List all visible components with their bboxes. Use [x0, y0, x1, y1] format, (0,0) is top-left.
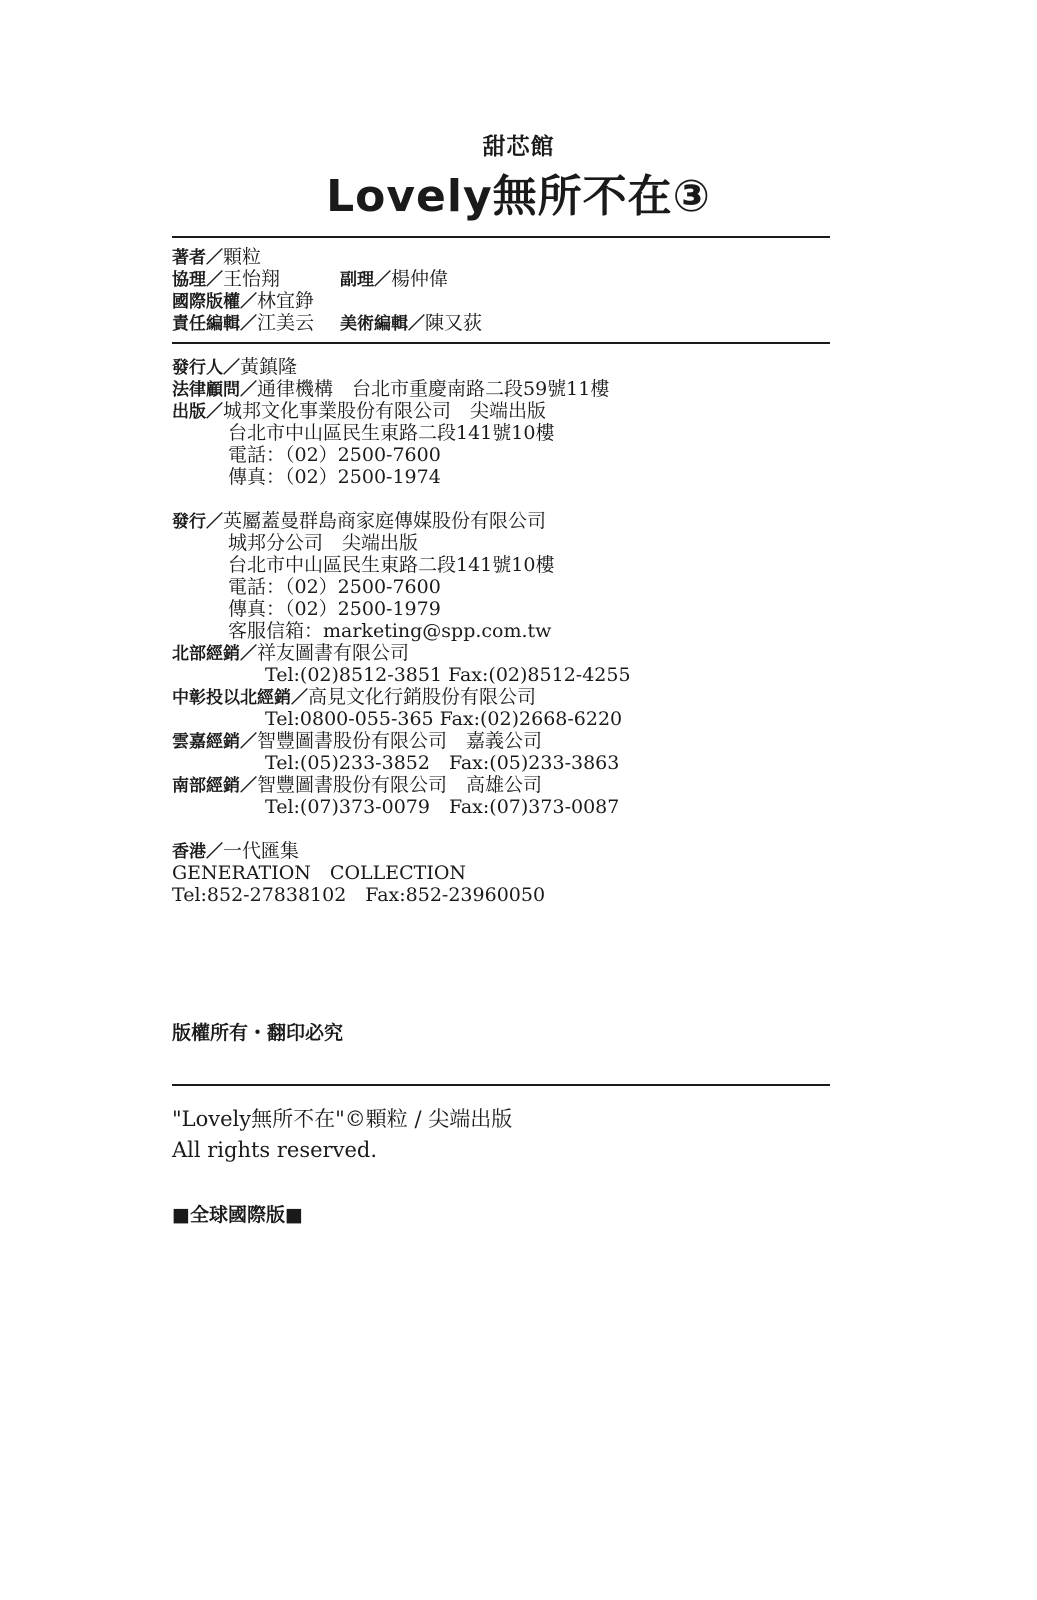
pub-label: 出版／: [172, 402, 223, 422]
intl-rights-value: 林宜錚: [257, 290, 315, 312]
north-contact: Tel:(02)8512-3851 Fax:(02)8512-4255: [265, 664, 631, 686]
middle-divider: [172, 342, 830, 344]
license-block: [172, 1104, 512, 1166]
publisher-row: [172, 356, 609, 378]
dist-branch: 城邦分公司 尖端出版: [228, 532, 419, 554]
dist-fax: 傳真：（02）2500-1979: [228, 598, 441, 620]
pub-tel: 電話：（02）2500-7600: [228, 444, 441, 466]
north-label: 北部經銷／: [172, 644, 257, 664]
south-name: 智豐圖書股份有限公司 高雄公司: [257, 774, 543, 796]
hk-name: 一代匯集: [223, 840, 300, 862]
series-name: 甜芯館: [482, 134, 555, 160]
dist-address: 台北市中山區民生東路二段141號10樓: [228, 554, 555, 576]
credits-block: [172, 246, 830, 334]
legal-value: 通律機構 台北市重慶南路二段59號11樓: [257, 378, 610, 400]
hk-label: 香港／: [172, 842, 223, 862]
central-row: [172, 686, 631, 708]
south-label: 南部經銷／: [172, 776, 257, 796]
copyright-notice: 版權所有・翻印必究: [172, 1022, 344, 1044]
assistant-label: 協理／: [172, 270, 223, 290]
credit-editor-row: [172, 312, 830, 334]
editor-value: 江美云: [257, 312, 315, 334]
editor-label: 責任編輯／: [172, 314, 257, 334]
yunjia-name: 智豐圖書股份有限公司 嘉義公司: [257, 730, 543, 752]
edition-label: ■全球國際版■: [172, 1204, 303, 1226]
hongkong-block: [172, 840, 545, 906]
deputy-value: 楊仲偉: [391, 268, 449, 290]
yunjia-contact: Tel:(05)233-3852 Fax:(05)233-3863: [265, 752, 620, 774]
dist-label: 發行／: [172, 512, 223, 532]
pub-address: 台北市中山區民生東路二段141號10樓: [228, 422, 555, 444]
pub-row: [172, 400, 609, 422]
north-name: 祥友圖書有限公司: [257, 642, 410, 664]
art-editor-value: 陳又荻: [425, 312, 483, 334]
south-row: [172, 774, 631, 796]
yunjia-row: [172, 730, 631, 752]
dist-email: 客服信箱：marketing@spp.com.tw: [228, 620, 552, 642]
central-label: 中彰投以北經銷／: [172, 688, 308, 708]
hk-row: [172, 840, 545, 862]
bottom-divider: [172, 1084, 830, 1086]
book-title: Lovely無所不在③: [326, 171, 711, 222]
top-divider: [172, 236, 830, 238]
rights-line: All rights reserved.: [172, 1138, 378, 1162]
dist-row: [172, 510, 631, 532]
pub-fax: 傳真：（02）2500-1974: [228, 466, 441, 488]
credit-intl-rights: [172, 290, 830, 312]
author-value: 顆粒: [223, 246, 262, 268]
yunjia-label: 雲嘉經銷／: [172, 732, 257, 752]
south-contact: Tel:(07)373-0079 Fax:(07)373-0087: [265, 796, 620, 818]
art-editor-label: 美術編輯／: [340, 314, 425, 334]
deputy-label: 副理／: [340, 270, 391, 290]
legal-row: [172, 378, 609, 400]
central-contact: Tel:0800-055-365 Fax:(02)2668-6220: [265, 708, 623, 730]
dist-name: 英屬蓋曼群島商家庭傳媒股份有限公司: [223, 510, 547, 532]
publisher-value: 黃鎮隆: [240, 356, 298, 378]
credit-author: [172, 246, 830, 268]
publisher-label: 發行人／: [172, 358, 240, 378]
pub-name: 城邦文化事業股份有限公司 尖端出版: [223, 400, 547, 422]
legal-label: 法律顧問／: [172, 380, 257, 400]
license-line: "Lovely無所不在"©顆粒 / 尖端出版: [172, 1107, 513, 1131]
hk-contact: Tel:852-27838102 Fax:852-23960050: [172, 884, 546, 906]
publishing-block: [172, 356, 609, 488]
hk-name-en: GENERATION COLLECTION: [172, 862, 467, 884]
distribution-block: [172, 510, 631, 818]
intl-rights-label: 國際版權／: [172, 292, 257, 312]
author-label: 著者／: [172, 248, 223, 268]
credit-assistant-row: [172, 268, 830, 290]
north-row: [172, 642, 631, 664]
central-name: 高見文化行銷股份有限公司: [308, 686, 537, 708]
assistant-value: 王怡翔: [223, 268, 281, 290]
dist-tel: 電話：（02）2500-7600: [228, 576, 441, 598]
